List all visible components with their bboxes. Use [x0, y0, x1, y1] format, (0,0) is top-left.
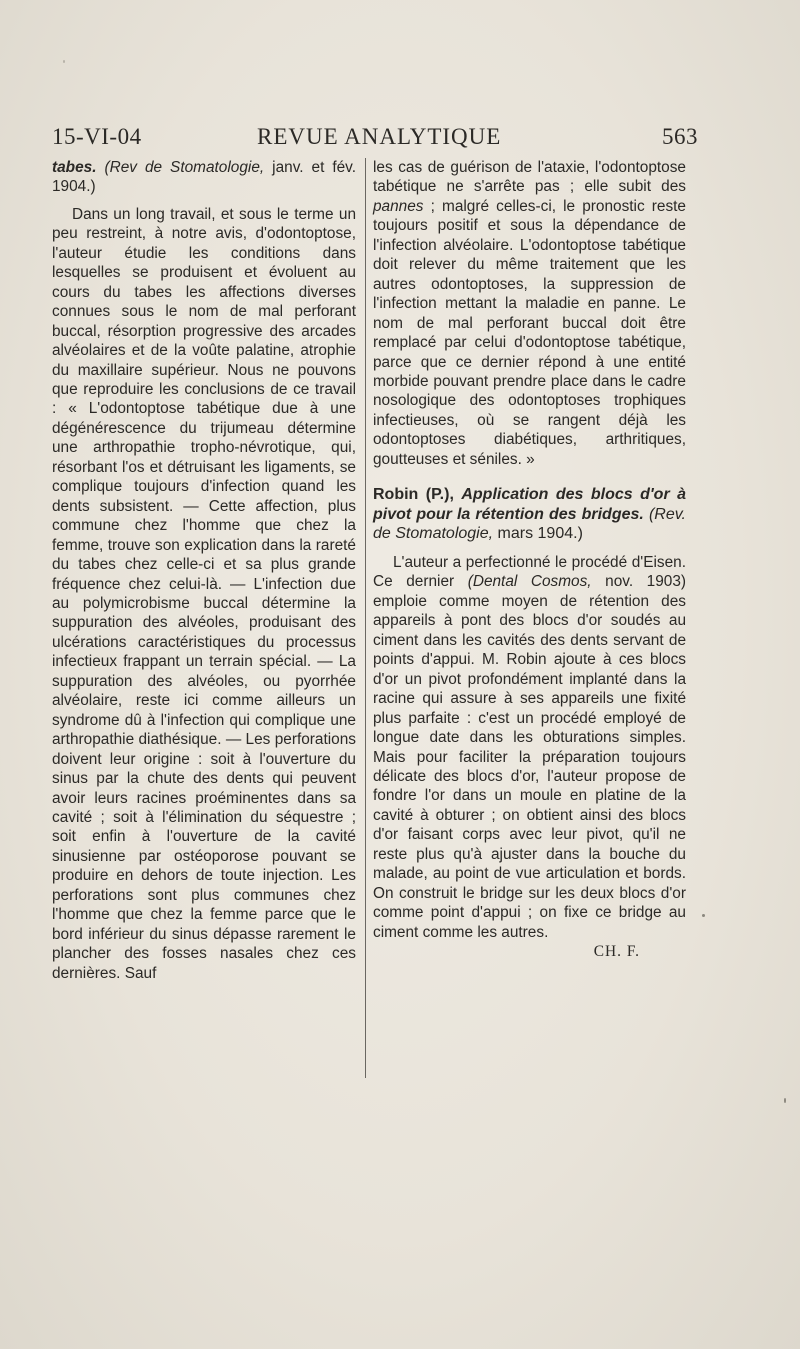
journal-section-title: REVUE ANALYTIQUE: [257, 124, 502, 149]
entry-heading: [373, 485, 686, 544]
entry-journal: (Rev. de Stomatologie,: [373, 505, 686, 543]
paper-speck: [702, 914, 705, 917]
reference-journal: (Rev de Stomatologie,: [104, 159, 265, 176]
left-column: [52, 158, 356, 983]
entry-date: mars 1904.): [497, 525, 583, 543]
signature: CH. F.: [593, 943, 640, 961]
issue-date: 15-VI-04: [52, 124, 142, 149]
continued-paragraph: [373, 158, 686, 469]
emphasis-word: pannes: [373, 197, 424, 215]
entry-paragraph-rest: nov. 1903) emploie comme moyen de rétention des appareils à pont des blocs d'or soudés au ciment dans les cavités des dents servant de points d'appui. M. Robin ajoute à ces blocs d'or un pivot profondément implanté dans la racine qui assure à ses appareils une fixité plus parfaite : c'est un procédé employé de longue date dans les obturations simples. Mais pour faciliter la préparation toujours délicate des blocs d'or, l'auteur propose de fondre l'or dans un moule en platine de la cavité à obturer ; on obtient ainsi des blocs d'or faisant corps avec leur pivot, qu'il ne reste plus qu'à ajuster dans la bouche du malade, au point de vue articulation et bords. On construit le bridge sur les deux blocs d'or comme point d'appui ; on fixe ce bridge au ciment comme les autres.: [373, 573, 687, 941]
running-head: [52, 124, 698, 154]
reference-line: [52, 158, 356, 197]
continued-text-2: ; malgré celles-ci, le pronostic reste toujours positif et sous la dépendance de l'infection alvéolaire. L'odontoptose tabétique doit relever du même traitement que les autres odontoptoses, la suppression de l'infection mettant la maladie en panne. Le nom de mal perforant buccal doit être remplacé par celui d'odontoptose tabétique, parce que ce dernier répond à une entité morbide pouvant prendre place dans le cadre nosologique des odontoptoses trophiques infectieuses, où se rangent déjà les odontoptoses diabétiques, arthritiques, goutteuses et séniles. »: [373, 197, 686, 468]
abstract-paragraph: Dans un long travail, et sous le terme un peu restreint, à notre avis, d'odontoptose, l'auteur étudie les conditions dans lesquelles se produisent et évoluent au cours du tabes les affections diverses connues sous le nom de mal perforant buccal, résorption progressive des arcades alvéolaires et de la voûte palatine, atrophie du maxillaire supérieur. Nous ne pouvons que reproduire les conclusions de ce travail : « L'odontoptose tabétique due à une dégénérescence du trijumeau détermine une arthropathie tropho-névrotique, qui, résorbant l'os et détruisant les ligaments, se complique toujours d'infection quand les dents subsistent. — Cette affection, plus commune chez l'homme que chez la femme, trouve son explication dans la rareté du tabes chez celle-ci et sa plus grande fréquence chez celui-là. — L'infection due au polymicrobisme buccal détermine la suppuration des alvéoles, produisant des ulcérations caractéristiques du processus infectieux frappant un terrain spécial. — La suppuration des alvéoles, ou pyorrhée alvéolaire, reste ici comme ailleurs un syndrome dû à l'infection qui complique une arthropathie diathésique. — Les perforations doivent leur origine : soit à l'ouverture du sinus par la chute des dents qui peuvent avoir leurs racines proéminentes dans sa cavité ; soit à l'élimination du séquestre ; soit enfin à l'ouverture de la cavité sinusienne par ostéoporose pouvant se produire en dehors de toute injection. Les perforations sont plus communes chez l'homme que chez la femme parce que le bord inférieur du sinus dépasse rarement le plancher des fosses nasales chez ces dernières. Sauf: [52, 205, 356, 982]
reference-title: tabes.: [52, 159, 97, 176]
entry-paragraph-start: L'auteur a perfectionné le procédé d'Eisen. Ce dernier: [373, 554, 686, 591]
page-number: 563: [662, 124, 698, 149]
reference-date: janv. et fév. 1904.): [52, 159, 356, 196]
entry-author: Robin (P.),: [373, 486, 454, 504]
right-column: [373, 158, 686, 962]
continued-text: les cas de guérison de l'ataxie, l'odontoptose tabétique ne s'arrête pas ; elle subit des: [373, 159, 686, 196]
paper-speck: [63, 60, 65, 63]
paper-speck: [784, 1098, 786, 1103]
entry-title: Application des blocs d'or à pivot pour la rétention des bridges.: [373, 486, 686, 523]
column-divider: [365, 158, 366, 1078]
entry-paragraph-reference: (Dental Cosmos,: [467, 573, 592, 591]
entry-paragraph: [373, 553, 686, 942]
